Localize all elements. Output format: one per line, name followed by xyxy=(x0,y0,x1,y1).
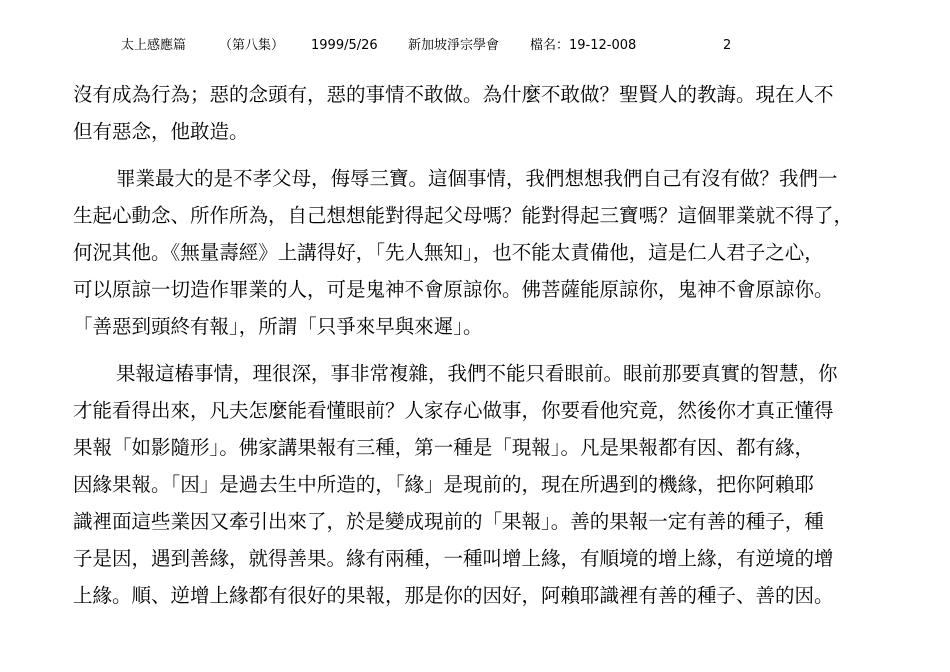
page-header xyxy=(0,37,950,55)
text-line: 罪業最大的是不孝父母，侮辱三寶。這個事情，我們想想我們自己有沒有做？我們一 xyxy=(116,167,838,190)
header-title: 太上感應篇 xyxy=(121,38,187,53)
paragraph xyxy=(73,76,905,150)
text-line: 「善惡到頭終有報」，所謂「只爭來早與來遲」。 xyxy=(73,315,483,338)
text-line: 可以原諒一切造作罪業的人，可是鬼神不會原諒你。佛菩薩能原諒你，鬼神不會原諒你。 xyxy=(73,278,834,301)
paragraph xyxy=(73,160,905,345)
text-line: 果報「如影隨形」。佛家講果報有三種，第一種是「現報」。凡是果報都有因、都有緣， xyxy=(73,436,815,459)
text-line: 識裡面這些業因又牽引出來了，於是變成現前的「果報」。善的果報一定有善的種子，種 xyxy=(73,510,824,533)
header-date: 1999/5/26 xyxy=(311,38,378,53)
text-line: 上緣。順、逆增上緣都有很好的果報，那是你的因好，阿賴耶識裡有善的種子、善的因。 xyxy=(73,584,834,607)
text-line: 沒有成為行為；惡的念頭有，惡的事情不敢做。為什麼不敢做？聖賢人的教誨。現在人不 xyxy=(73,83,834,106)
text-line: 生起心動念、所作所為，自己想想能對得起父母嗎？能對得起三寶嗎？這個罪業就不得了， xyxy=(73,204,854,227)
paragraph xyxy=(73,355,905,614)
text-line: 因緣果報。「因」是過去生中所造的，「緣」是現前的，現在所遇到的機緣，把你阿賴耶 xyxy=(73,473,815,496)
page-number: 2 xyxy=(723,38,732,53)
text-line: 但有惡念，他敢造。 xyxy=(73,120,249,143)
text-line: 果報這樁事情，理很深，事非常複雜，我們不能只看眼前。眼前那要真實的智慧，你 xyxy=(116,362,838,385)
text-line: 子是因，遇到善緣，就得善果。緣有兩種，一種叫增上緣，有順境的增上緣，有逆境的增 xyxy=(73,547,834,570)
text-line: 才能看得出來，凡夫怎麼能看懂眼前？人家存心做事，你要看他究竟，然後你才真正懂得 xyxy=(73,399,834,422)
header-organization: 新加坡淨宗學會 xyxy=(408,38,500,53)
header-file-name: 檔名：19-12-008 xyxy=(530,38,637,53)
text-line: 何況其他。《無量壽經》上講得好，「先人無知」，也不能太責備他，這是仁人君子之心， xyxy=(73,241,824,264)
header-episode: （第八集） xyxy=(219,38,285,53)
document-body xyxy=(73,76,905,614)
